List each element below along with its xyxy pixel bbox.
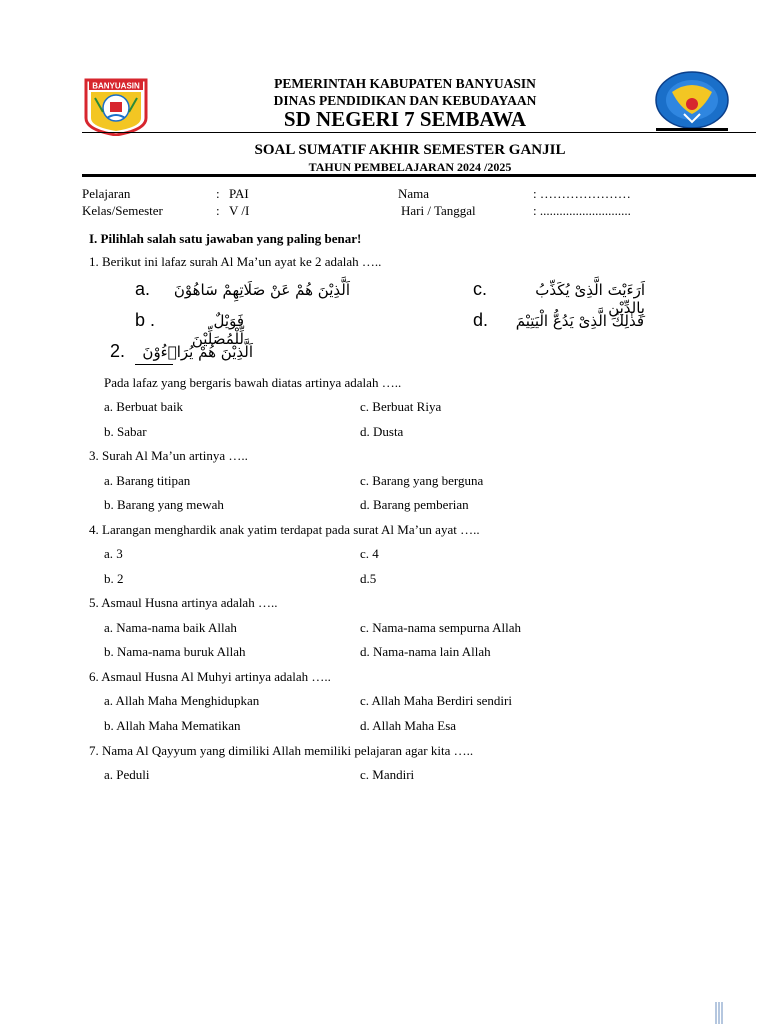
question-2: Pada lafaz yang bergaris bawah diatas artinya adalah ….. [104,375,402,390]
label-kelas-semester: Kelas/Semester [82,203,163,218]
header-thick-divider [82,174,756,177]
q2-option-c: c. Berbuat Riya [360,399,442,414]
question-3: 3. Surah Al Ma’un artinya ….. [89,448,248,463]
q5-option-b: b. Nama-nama buruk Allah [104,644,246,659]
banyuasin-logo [83,78,149,136]
question-2-arabic: اَلَّذِيْنَ هُمْ يُرَاۤءُوْنَ [142,343,253,361]
header-school-name: SD NEGERI 7 SEMBAWA [283,107,527,131]
q3-option-c: c. Barang yang berguna [360,473,484,488]
q1-option-b-arabic: فَوَيْلٌ لِّلْمُصَلِّيْنَ [191,312,244,348]
q1-option-a-arabic: اَلَّذِيْنَ هُمْ عَنْ صَلَاتِهِمْ سَاهُوْنَ [173,281,350,299]
value-kelas-semester: V /I [229,203,250,218]
exam-year: TAHUN PEMBELAJARAN 2024 /2025 [308,160,512,174]
q5-option-c: c. Nama-nama sempurna Allah [360,620,521,635]
header-department: DINAS PENDIDIKAN DAN KEBUDAYAAN [273,93,537,108]
q2-option-a: a. Berbuat baik [104,399,184,414]
question-4: 4. Larangan menghardik anak yatim terdapat pada surat Al Ma’un ayat ….. [89,522,480,537]
question-6: 6. Asmaul Husna Al Muhyi artinya adalah ….. [89,669,331,684]
q3-option-d: d. Barang pemberian [360,497,469,512]
q1-option-c-arabic: اَرَءَيْتَ الَّذِىْ يُكَذِّبُ بِالدِّيْنِ [535,281,645,317]
colon-kelas: : [216,203,220,218]
question-2-number: 2. [110,341,126,361]
q4-option-b: b. 2 [104,571,124,586]
q4-option-d: d.5 [360,571,377,586]
q6-option-a: a. Allah Maha Menghidupkan [104,693,260,708]
question-2-underline [135,364,173,365]
q3-option-b: b. Barang yang mewah [104,497,224,512]
q4-option-c: c. 4 [360,546,379,561]
q1-option-b-label: b . [135,310,156,330]
tut-wuri-handayani-logo [654,70,730,132]
label-hari-tanggal: Hari / Tanggal [401,203,476,218]
colon-pelajaran: : [216,186,220,201]
question-1: 1. Berikut ini lafaz surah Al Ma’un ayat ke 2 adalah ….. [89,254,382,269]
value-pelajaran: PAI [229,186,249,201]
question-5: 5. Asmaul Husna artinya adalah ….. [89,595,278,610]
header-divider [82,132,756,133]
label-nama: Nama [398,186,430,201]
banyuasin-logo-text: BANYUASIN [92,81,140,91]
label-pelajaran: Pelajaran [82,186,131,201]
q5-option-a: a. Nama-nama baik Allah [104,620,237,635]
q7-option-c: c. Mandiri [360,767,415,782]
q3-option-a: a. Barang titipan [104,473,191,488]
q4-option-a: a. 3 [104,546,123,561]
q6-option-d: d. Allah Maha Esa [360,718,457,733]
q6-option-c: c. Allah Maha Berdiri sendiri [360,693,512,708]
q2-option-d: d. Dusta [360,424,404,439]
value-nama: : ………………… [533,186,631,201]
header-government: PEMERINTAH KABUPATEN BANYUASIN [274,76,536,91]
page-edge-marker [714,1002,724,1024]
q6-option-b: b. Allah Maha Mematikan [104,718,241,733]
q5-option-d: d. Nama-nama lain Allah [360,644,491,659]
q1-option-a-label: a. [135,279,151,299]
q2-option-b: b. Sabar [104,424,147,439]
q1-option-d-arabic: فَذٰلِكَ الَّذِىْ يَدُعُّ الْيَتِيْمَ [515,312,644,330]
section-instruction: I. Pilihlah salah satu jawaban yang paling benar! [89,231,362,246]
question-7: 7. Nama Al Qayyum yang dimiliki Allah memiliki pelajaran agar kita ….. [89,743,474,758]
value-hari-tanggal: : ............................ [533,203,631,218]
q7-option-a: a. Peduli [104,767,150,782]
q1-option-c-label: c. [473,279,488,299]
q1-option-d-label: d. [473,310,489,330]
exam-title: SOAL SUMATIF AKHIR SEMESTER GANJIL [254,142,566,158]
